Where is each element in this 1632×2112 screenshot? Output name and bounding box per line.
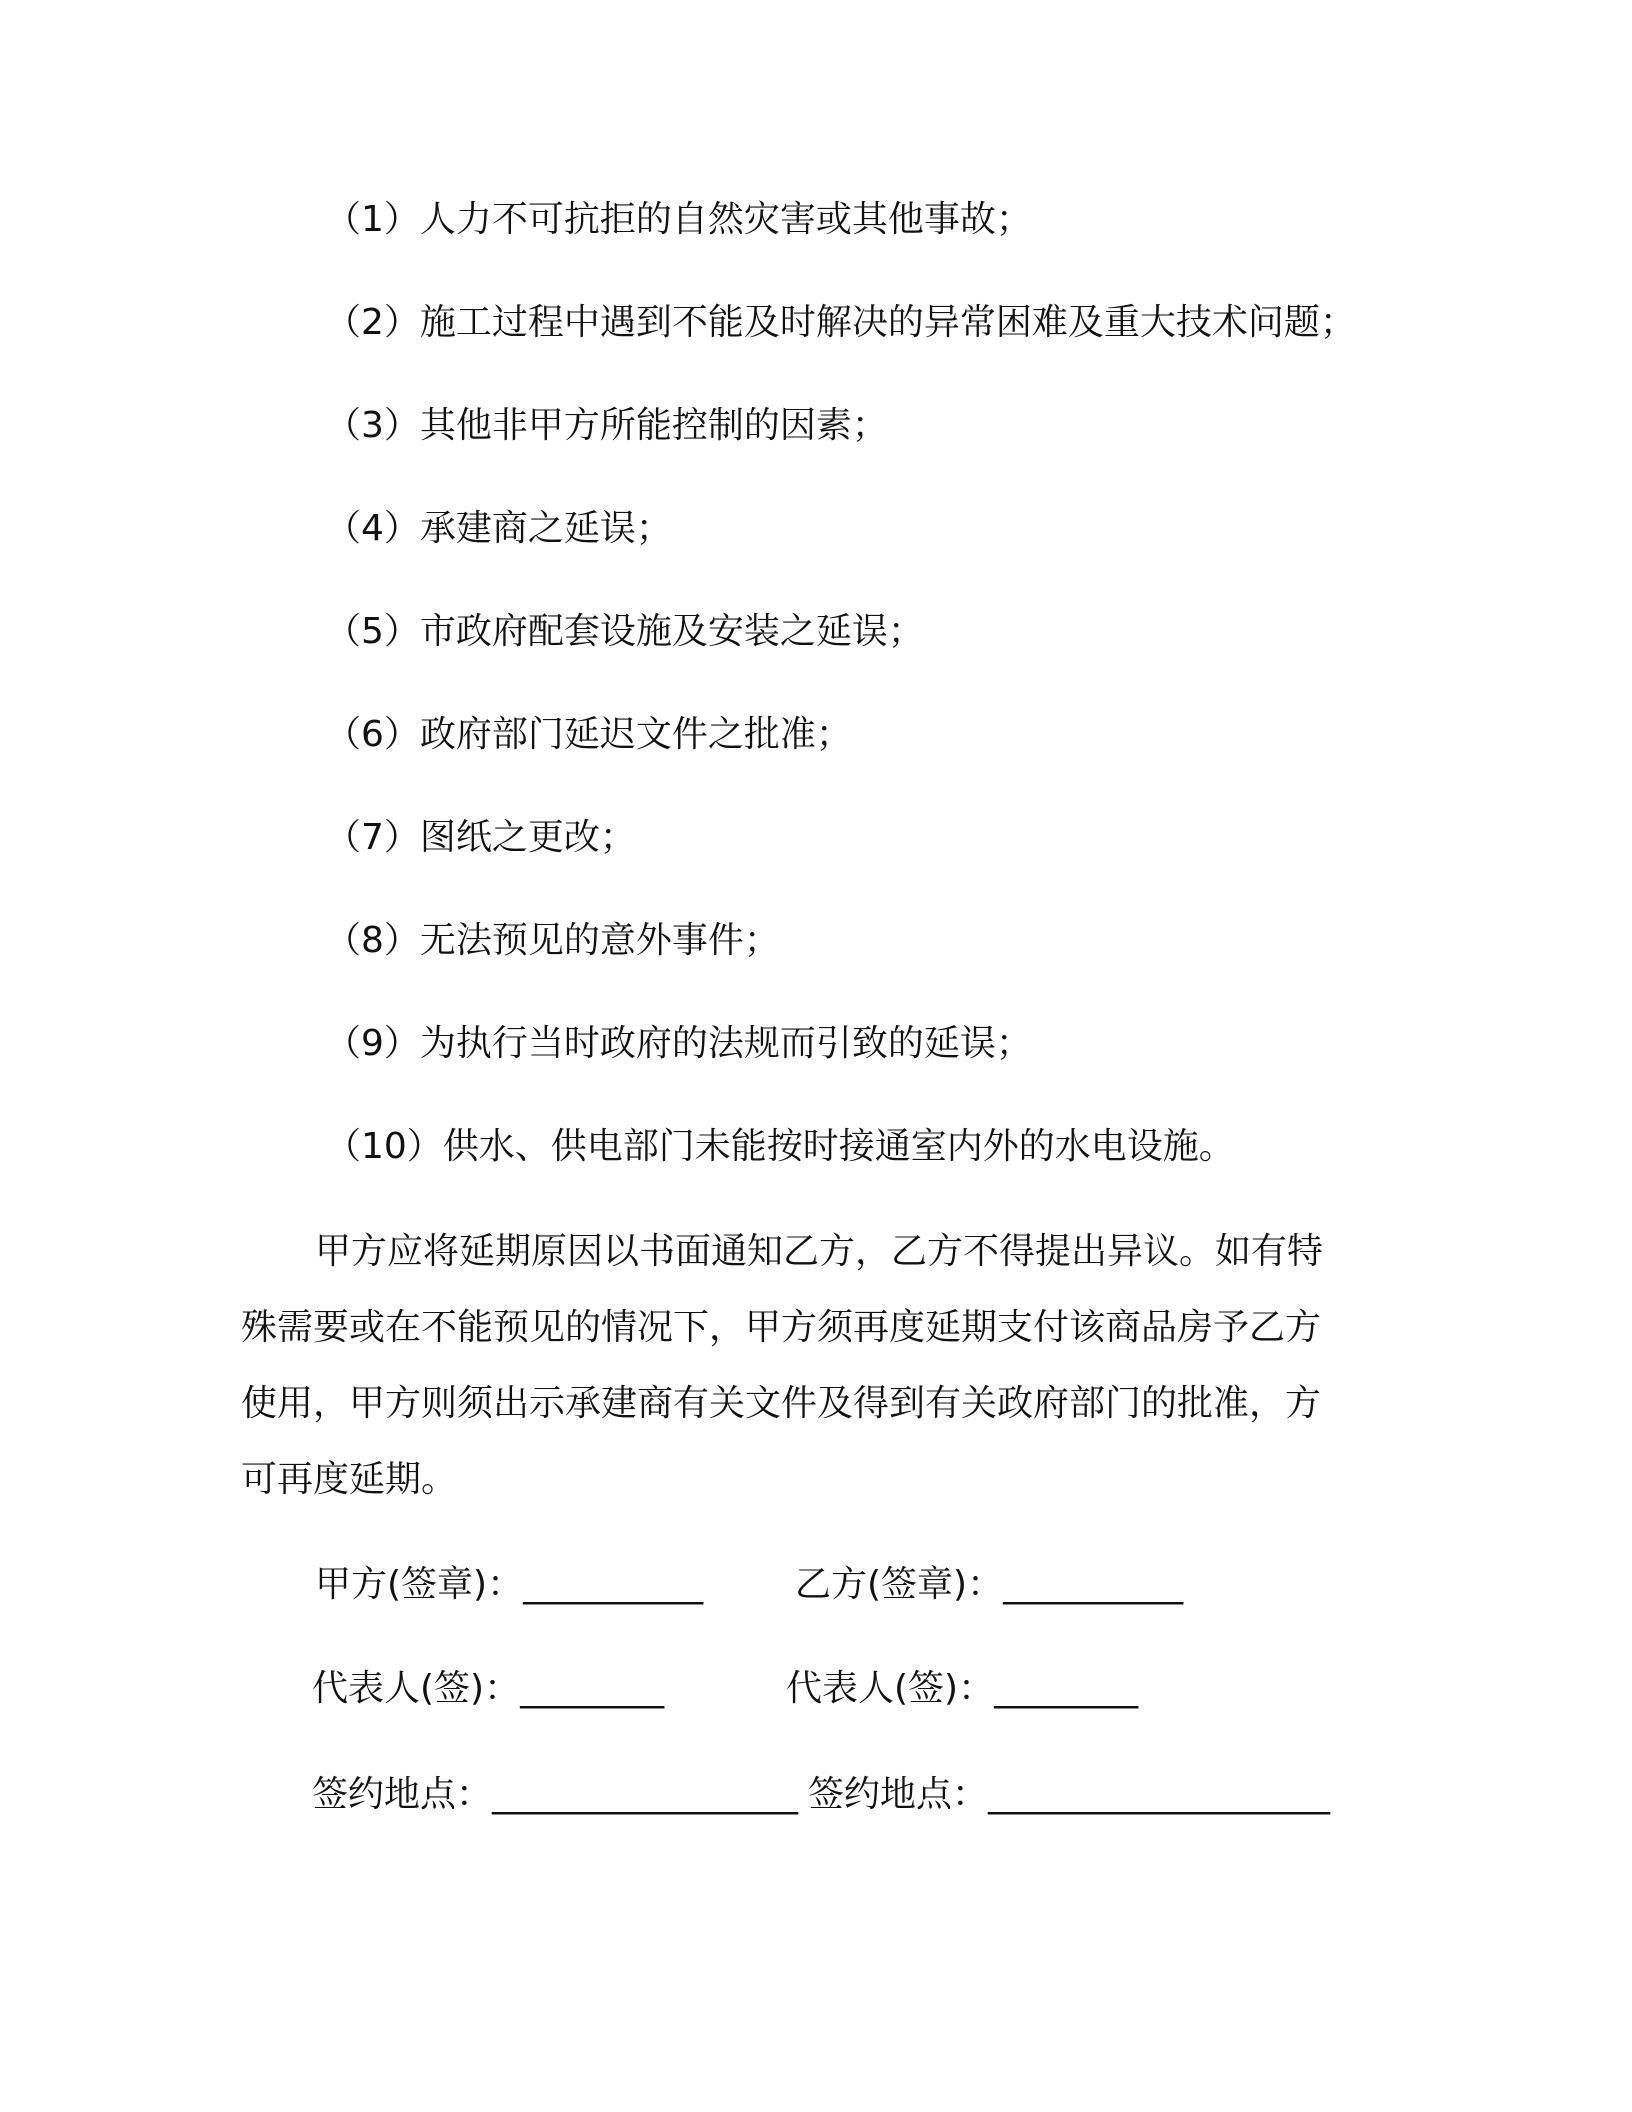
paragraph-line-1: 甲方应将延期原因以书面通知乙方，乙方不得提出异议。如有特 [315,1231,1324,1272]
party-a-representative-field: 代表人(签)：________ [312,1668,665,1709]
clause-8: （8）无法预见的意外事件； [325,920,780,961]
clause-3: （3）其他非甲方所能控制的因素； [325,405,888,446]
clause-7: （7）图纸之更改； [325,817,636,858]
party-b-seal-field: 乙方(签章)：__________ [795,1564,1184,1605]
clause-1: （1）人力不可抗拒的自然灾害或其他事故； [325,199,1032,240]
paragraph-line-4: 可再度延期。 [241,1459,458,1500]
party-a-signing-place-field: 签约地点：_________________ [312,1774,799,1815]
clause-9: （9）为执行当时政府的法规而引致的延误； [325,1023,1032,1064]
clause-6: （6）政府部门延迟文件之批准； [325,714,852,755]
clause-5: （5）市政府配套设施及安装之延误； [325,611,924,652]
party-b-signing-place-field: 签约地点：___________________ [808,1774,1331,1815]
clause-10: （10）供水、供电部门未能按时接通室内外的水电设施。 [325,1126,1235,1167]
party-b-representative-field: 代表人(签)：________ [786,1668,1139,1709]
paragraph-line-3: 使用，甲方则须出示承建商有关文件及得到有关政府部门的批准，方 [241,1383,1322,1424]
clause-4: （4）承建商之延误； [325,508,672,549]
party-a-seal-field: 甲方(签章)：__________ [315,1564,704,1605]
clause-2: （2）施工过程中遇到不能及时解决的异常困难及重大技术问题； [325,302,1356,343]
paragraph-line-2: 殊需要或在不能预见的情况下，甲方须再度延期支付该商品房予乙方 [241,1307,1322,1348]
